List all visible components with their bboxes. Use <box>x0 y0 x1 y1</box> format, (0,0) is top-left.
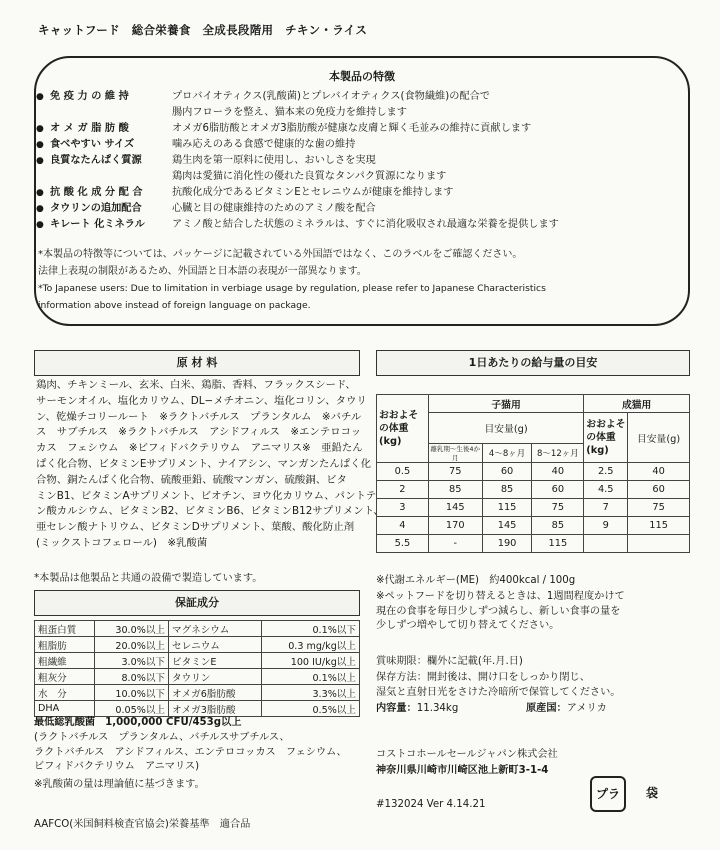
amount-cell <box>628 535 690 553</box>
nutrient-value: 0.1%以上 <box>261 669 359 685</box>
ingredient-line: (ミックストコフェロール) ※乳酸菌 <box>36 536 208 549</box>
nutrient-value: 100 IU/kg以上 <box>261 653 359 669</box>
energy-note: ※代謝エネルギー(ME) 約400kcal / 100g <box>376 575 576 586</box>
aafco-statement: AAFCO(米国飼料検査官協会)栄養基準 適合品 <box>34 819 251 830</box>
nutrient-name: マグネシウム <box>169 621 262 637</box>
volume <box>376 702 458 717</box>
amount-cell: 170 <box>428 517 482 535</box>
adult-weight-header: おおよその体重(kg) <box>584 413 628 463</box>
ingredient-line: 合物、銅たんぱく化合物、硫酸亜鉛、硫酸マンガン、硫酸銅、ビタ <box>36 473 347 486</box>
origin-label: 原産国： <box>526 703 567 714</box>
amount-cell: 145 <box>482 517 532 535</box>
nutrient-name: オメガ3脂肪酸 <box>169 701 262 717</box>
age-col-weaning: 離乳期〜生後4か月 <box>428 444 482 463</box>
company-name: コストコホールセールジャパン株式会社 <box>376 749 558 760</box>
nutrient-name: 粗脂肪 <box>35 637 95 653</box>
nutrient-name: 粗灰分 <box>35 669 95 685</box>
age-col-8-12: 8〜12ヶ月 <box>532 444 584 463</box>
guarantee-heading: 保証成分 <box>34 590 360 616</box>
feeding-row <box>377 535 690 553</box>
ingredient-line: ス サブチルス ※ラクトバチルス アシドフィルス ※エンテロコッ <box>36 426 362 439</box>
feeding-row <box>377 499 690 517</box>
feeding-row <box>377 517 690 535</box>
feature-description: オメガ6脂肪酸とオメガ3脂肪酸が健康な皮膚と輝く毛並みの維持に貢献します <box>172 123 532 134</box>
nutrient-name: 水 分 <box>35 685 95 701</box>
bullet-icon: ● <box>36 92 44 102</box>
weight-cell: 7 <box>584 499 628 517</box>
weight-cell: 0.5 <box>377 463 429 481</box>
bullet-icon: ● <box>36 140 44 150</box>
amount-cell: 115 <box>628 517 690 535</box>
feature-label: タウリンの追加配合 <box>50 203 142 214</box>
product-title: キャットフード 総合栄養食 全成長段階用 チキン・ライス <box>38 23 368 37</box>
nutrient-value: 3.0%以下 <box>94 653 168 669</box>
features-note-1: *本製品の特徴等については、パッケージに記載されている外国語ではなく、このラベルをご確認ください。 <box>38 249 523 260</box>
feeding-row <box>377 463 690 481</box>
recycle-pla-icon: プラ <box>590 776 626 812</box>
weight-cell: 2 <box>377 481 429 499</box>
switch-note-line: 現在の食事を毎日少しずつ減らし、新しい食事の量を <box>376 605 621 617</box>
recycle-bag-label: 袋 <box>646 786 659 800</box>
version-code: #132024 Ver 4.14.21 <box>376 799 486 810</box>
amount-cell: 40 <box>628 463 690 481</box>
probiotic-species-line: ビフィドバクテリウム アニマリス) <box>34 761 200 772</box>
kitten-amount-header: 目安量(g) <box>428 413 583 444</box>
ingredient-line: カス フェシウム ※ビフィドバクテリウム アニマリス※ 亜鉛たん <box>36 442 363 455</box>
nutrient-value: 0.05%以上 <box>94 701 168 717</box>
weight-header: おおよその体重(kg) <box>377 395 429 463</box>
nutrient-value: 0.5%以上 <box>261 701 359 717</box>
bullet-icon: ● <box>36 156 44 166</box>
feature-label: 免 疫 力 の 維 持 <box>50 91 129 102</box>
feature-description: 鶏生肉を第一原料に使用し、おいしさを実現 <box>172 155 376 166</box>
guarantee-row <box>35 701 360 717</box>
amount-cell: 60 <box>628 481 690 499</box>
features-note-en-1: *To Japanese users: Due to limitation in verbiage usage by regulation, please refer to Japanese Characteristics <box>38 283 546 294</box>
amount-cell: 40 <box>532 463 584 481</box>
origin <box>526 702 607 717</box>
amount-cell: 115 <box>532 535 584 553</box>
nutrient-value: 8.0%以下 <box>94 669 168 685</box>
nutrient-name: ビタミンE <box>169 653 262 669</box>
amount-cell: 190 <box>482 535 532 553</box>
weight-cell <box>584 535 628 553</box>
weight-cell: 3 <box>377 499 429 517</box>
expiry: 賞味期限：欄外に記載(年.月.日) <box>376 656 523 667</box>
amount-cell: 75 <box>428 463 482 481</box>
ingredients-heading: 原 材 料 <box>34 350 360 376</box>
bullet-icon: ● <box>36 220 44 230</box>
bullet-icon: ● <box>36 124 44 134</box>
amount-cell: 85 <box>532 517 584 535</box>
feeding-table <box>376 394 690 553</box>
company-address: 神奈川県川崎市川崎区池上新町3-1-4 <box>376 765 549 776</box>
nutrient-name: タウリン <box>169 669 262 685</box>
volume-value: 11.34kg <box>416 703 459 714</box>
storage-line-2: 湿気と直射日光をさけた冷暗所で保管してください。 <box>376 687 621 698</box>
weight-cell: 9 <box>584 517 628 535</box>
nutrient-value: 20.0%以上 <box>94 637 168 653</box>
feature-label: オ メ ガ 脂 肪 酸 <box>50 123 129 134</box>
ingredient-line: ミンB1、ビタミンAサプリメント、ビオチン、ヨウ化カリウム、パントテ <box>36 489 377 502</box>
feature-description: 噛み応えのある食感で健康的な歯の維持 <box>172 139 356 150</box>
weight-cell: 2.5 <box>584 463 628 481</box>
ingredients-text <box>36 378 384 552</box>
probiotic-row <box>34 716 241 731</box>
feature-description: アミノ酸と結合した状態のミネラルは、すぐに消化吸収され最適な栄養を提供します <box>172 219 559 230</box>
volume-label: 内容量： <box>376 703 417 714</box>
nutrient-name: オメガ6脂肪酸 <box>169 685 262 701</box>
nutrient-value: 0.3 mg/kg以上 <box>261 637 359 653</box>
feature-description: プロバイオティクス(乳酸菌)とプレバイオティクス(食物繊維)の配合で <box>172 91 490 102</box>
amount-cell: 85 <box>482 481 532 499</box>
ingredient-line: サーモンオイル、塩化カリウム、DL−メチオニン、塩化コリン、タウリ <box>36 394 367 407</box>
features-box <box>34 56 690 326</box>
weight-cell: 5.5 <box>377 535 429 553</box>
feature-label: キレート 化ミネラル <box>50 219 145 230</box>
amount-cell: - <box>428 535 482 553</box>
storage-line-1: 保存方法：開封後は、開け口をしっかり閉じ、 <box>376 672 590 683</box>
switch-note-line: ※ペットフードを切り替えるときは、1週間程度かけて <box>376 591 625 602</box>
feeding-row <box>377 481 690 499</box>
weight-cell: 4 <box>377 517 429 535</box>
probiotic-label: 最低総乳酸菌 <box>34 717 96 728</box>
features-heading: 本製品の特徴 <box>329 70 395 83</box>
bullet-icon: ● <box>36 204 44 214</box>
amount-cell: 85 <box>428 481 482 499</box>
amount-cell: 60 <box>482 463 532 481</box>
kitten-header: 子猫用 <box>428 395 583 413</box>
amount-cell: 145 <box>428 499 482 517</box>
amount-cell: 60 <box>532 481 584 499</box>
ingredient-line: ぱく化合物、ビタミンEサプリメント、ナイアシン、マンガンたんぱく化 <box>36 457 371 470</box>
origin-value: アメリカ <box>566 703 607 714</box>
features-note-2: 法律上表現の制限があるため、外国語と日本語の表現が一部異なります。 <box>38 266 367 277</box>
guarantee-row <box>35 669 360 685</box>
amount-cell: 75 <box>628 499 690 517</box>
facility-note: *本製品は他製品と共通の設備で製造しています。 <box>34 573 263 584</box>
adult-amount-header: 目安量(g) <box>628 413 690 463</box>
guarantee-row <box>35 637 360 653</box>
nutrient-name: セレニウム <box>169 637 262 653</box>
nutrient-value: 0.1%以下 <box>261 621 359 637</box>
amount-cell: 115 <box>482 499 532 517</box>
guarantee-table <box>34 620 360 717</box>
weight-cell: 4.5 <box>584 481 628 499</box>
ingredient-line: ン、乾燥チコリールート ※ラクトバチルス プランタルム ※バチル <box>36 410 362 423</box>
feeding-heading: 1日あたりの給与量の目安 <box>376 350 690 376</box>
guarantee-row <box>35 653 360 669</box>
nutrient-name: 粗繊維 <box>35 653 95 669</box>
feature-label: 良質なたんぱく質源 <box>50 155 142 166</box>
feature-label: 抗 酸 化 成 分 配 合 <box>50 187 143 198</box>
probiotic-species <box>34 731 347 775</box>
features-note-en-2: information above instead of foreign language on package. <box>38 300 311 311</box>
ingredient-line: 亜セレン酸ナトリウム、ビタミンDサプリメント、葉酸、酸化防止剤 <box>36 521 355 534</box>
nutrient-value: 3.3%以上 <box>261 685 359 701</box>
feature-description: 鶏肉は愛猫に消化性の優れた良質なタンパク質源になります <box>172 171 447 182</box>
feature-description: 腸内フローラを整え、猫本来の免疫力を維持します <box>172 107 407 118</box>
bullet-icon: ● <box>36 188 44 198</box>
nutrient-name: 粗蛋白質 <box>35 621 95 637</box>
features-list <box>36 90 676 270</box>
feature-description: 抗酸化成分であるビタミンEとセレニウムが健康を維持します <box>172 187 454 198</box>
nutrient-name: DHA <box>35 701 95 717</box>
amount-cell: 75 <box>532 499 584 517</box>
guarantee-row <box>35 621 360 637</box>
probiotic-species-line: ラクトバチルス アシドフィルス、エンテロコッカス フェシウム、 <box>34 746 347 758</box>
ingredient-line: 鶏肉、チキンミール、玄米、白米、鶏脂、香料、フラックスシード、 <box>36 379 356 391</box>
switch-note <box>376 590 625 634</box>
guarantee-row <box>35 685 360 701</box>
feature-description: 心臓と目の健康維持のためのアミノ酸を配合 <box>172 203 376 214</box>
ingredient-line: ン酸カルシウム、ビタミンB2、ビタミンB6、ビタミンB12サプリメント、 <box>36 505 384 518</box>
feature-label: 食べやすい サイズ <box>50 139 135 150</box>
probiotic-note: ※乳酸菌の量は理論値に基づきます。 <box>34 779 205 790</box>
age-col-4-8: 4〜8ヶ月 <box>482 444 532 463</box>
probiotic-value: 1,000,000 CFU/453g以上 <box>105 717 242 728</box>
nutrient-value: 30.0%以上 <box>94 621 168 637</box>
switch-note-line: 少しずつ増やして切り替えてください。 <box>376 620 560 631</box>
nutrient-value: 10.0%以下 <box>94 685 168 701</box>
probiotic-species-line: (ラクトバチルス プランタルム、バチルスサブチルス、 <box>34 732 290 743</box>
adult-header: 成猫用 <box>584 395 690 413</box>
